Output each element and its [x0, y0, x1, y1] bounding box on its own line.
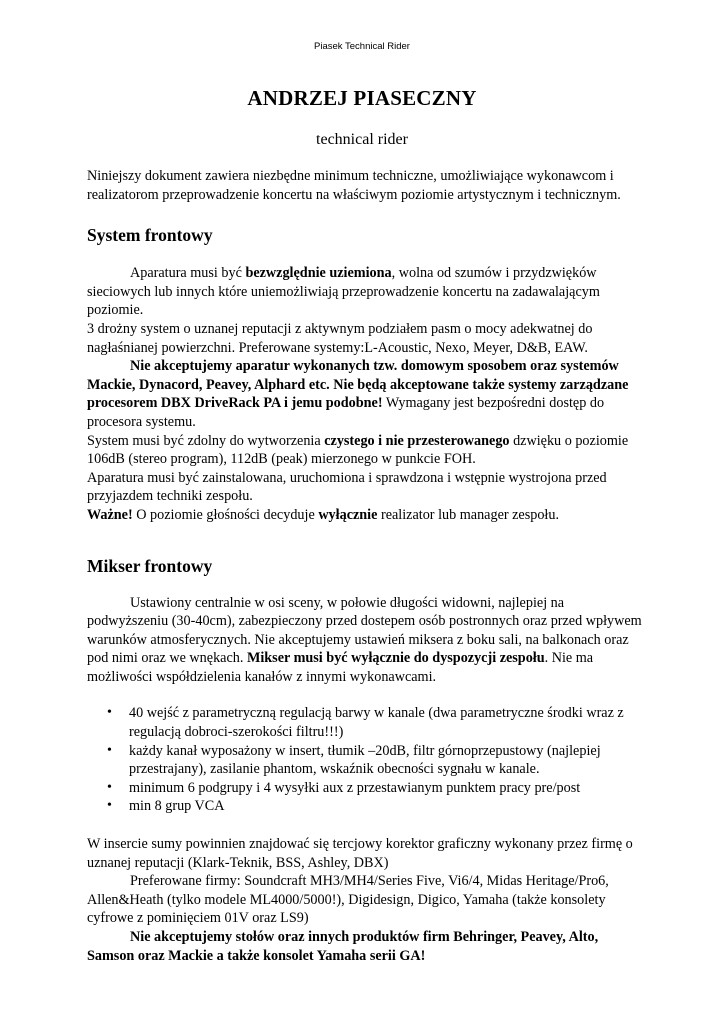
system-paragraph-3way: 3 drożny system o uznanej reputacji z aktywnym podziałem pasm o mocy adekwatnej do nagłaśnianej powierzchni. Preferowane systemy:L-Acoustic, Nexo, Meyer, D&B, EAW.	[87, 320, 593, 356]
section-spacer	[87, 525, 647, 555]
mixer-paragraph-placement: Ustawiony centralnie w osi sceny, w połowie długości widowni, najlepiej na podwyższeniu (30-40cm), zabezpieczony przed dostepem osób postronnych oraz przed wpływem warunków atmosferycznych. Nie akceptujemy ustawień miksera z boku sali, na balkonach oraz pod nimi oraz we wnękach. Mikser musi być wyłącznie do dyspozycji zespołu. Nie ma możliwości współdzielenia kanałów z innymi wykonawcami.	[87, 594, 642, 685]
document-subtitle: technical rider	[316, 131, 408, 148]
document-title: ANDRZEJ PIASECZNY	[247, 86, 477, 110]
system-paragraph-important: Ważne! O poziomie głośności decyduje wyłącznie realizator lub manager zespołu.	[87, 506, 560, 523]
section-heading-mixer: Mikser frontowy	[87, 555, 213, 576]
list-item: • 40 wejść z parametryczną regulacją barwy w kanale (dwa parametryczne środki wraz z regulacją dobroci-szerokości filtru!!!)	[129, 704, 647, 741]
section-heading-system: System frontowy	[87, 225, 213, 246]
mixer-requirements-list	[87, 704, 647, 816]
list-item: • minimum 6 podgrupy i 4 wysyłki aux z przestawianym punktem pracy pre/post	[129, 779, 647, 798]
system-paragraph-installed: Aparatura musi być zainstalowana, uruchomiona i sprawdzona i wstępnie wystrojona przed przyjazdem techniki zespołu.	[87, 469, 607, 505]
document-body	[87, 167, 647, 965]
list-item: • każdy kanał wyposażony w insert, tłumik –20dB, filtr górnoprzepustowy (najlepiej przestrajany), zasilanie phantom, wskaźnik obecności sygnału w kanale.	[129, 742, 647, 779]
system-paragraph-grounding: Aparatura musi być bezwzględnie uziemiona, wolna od szumów i przydzwięków sieciowych lub innych które uniemożliwiają przeprowadzenie koncertu na zadawalającym poziomie.	[87, 265, 600, 319]
page-header: Piasek Technical Rider	[314, 41, 410, 52]
intro-paragraph: Niniejszy dokument zawiera niezbędne minimum techniczne, umożliwiające wykonawcom i realizatorom przeprowadzenie koncertu na właściwym poziomie artystycznym i technicznym.	[87, 168, 621, 203]
mixer-paragraph-insert: W insercie sumy powinnien znajdować się tercjowy korektor graficzny wykonany przez firmę o uznanej reputacji (Klark-Teknik, BSS, Ashley, DBX)	[87, 836, 633, 871]
mixer-paragraph-preferred: Preferowane firmy: Soundcraft MH3/MH4/Series Five, Vi6/4, Midas Heritage/Pro6, Allen&Heath (tylko modele ML4000/5000!), Digidesign, Digico, Yamaha (także konsolety cyfrowe z pominięciem 01V oraz LS9)	[87, 873, 609, 927]
system-paragraph-level: System musi być zdolny do wytworzenia czystego i nie przesterowanego dzwięku o poziomie 106dB (stereo program), 112dB (peak) mierzonego w punkcie FOH.	[87, 432, 629, 468]
mixer-paragraph-not-accepted: Nie akceptujemy stołów oraz innych produktów firm Behringer, Peavey, Alto, Samson oraz Mackie a także konsolet Yamaha serii GA!	[87, 929, 599, 964]
system-paragraph-not-accepted: Nie akceptujemy aparatur wykonanych tzw. domowym sposobem oraz systemów Mackie, Dynacord, Peavey, Alphard etc. Nie będą akceptowane także systemy zarządzane procesorem DBX DriveRack PA i jemu podobne! Wymagany jest bezpośredni dostęp do procesora systemu.	[87, 358, 629, 430]
list-item: • min 8 grup VCA	[129, 797, 647, 816]
